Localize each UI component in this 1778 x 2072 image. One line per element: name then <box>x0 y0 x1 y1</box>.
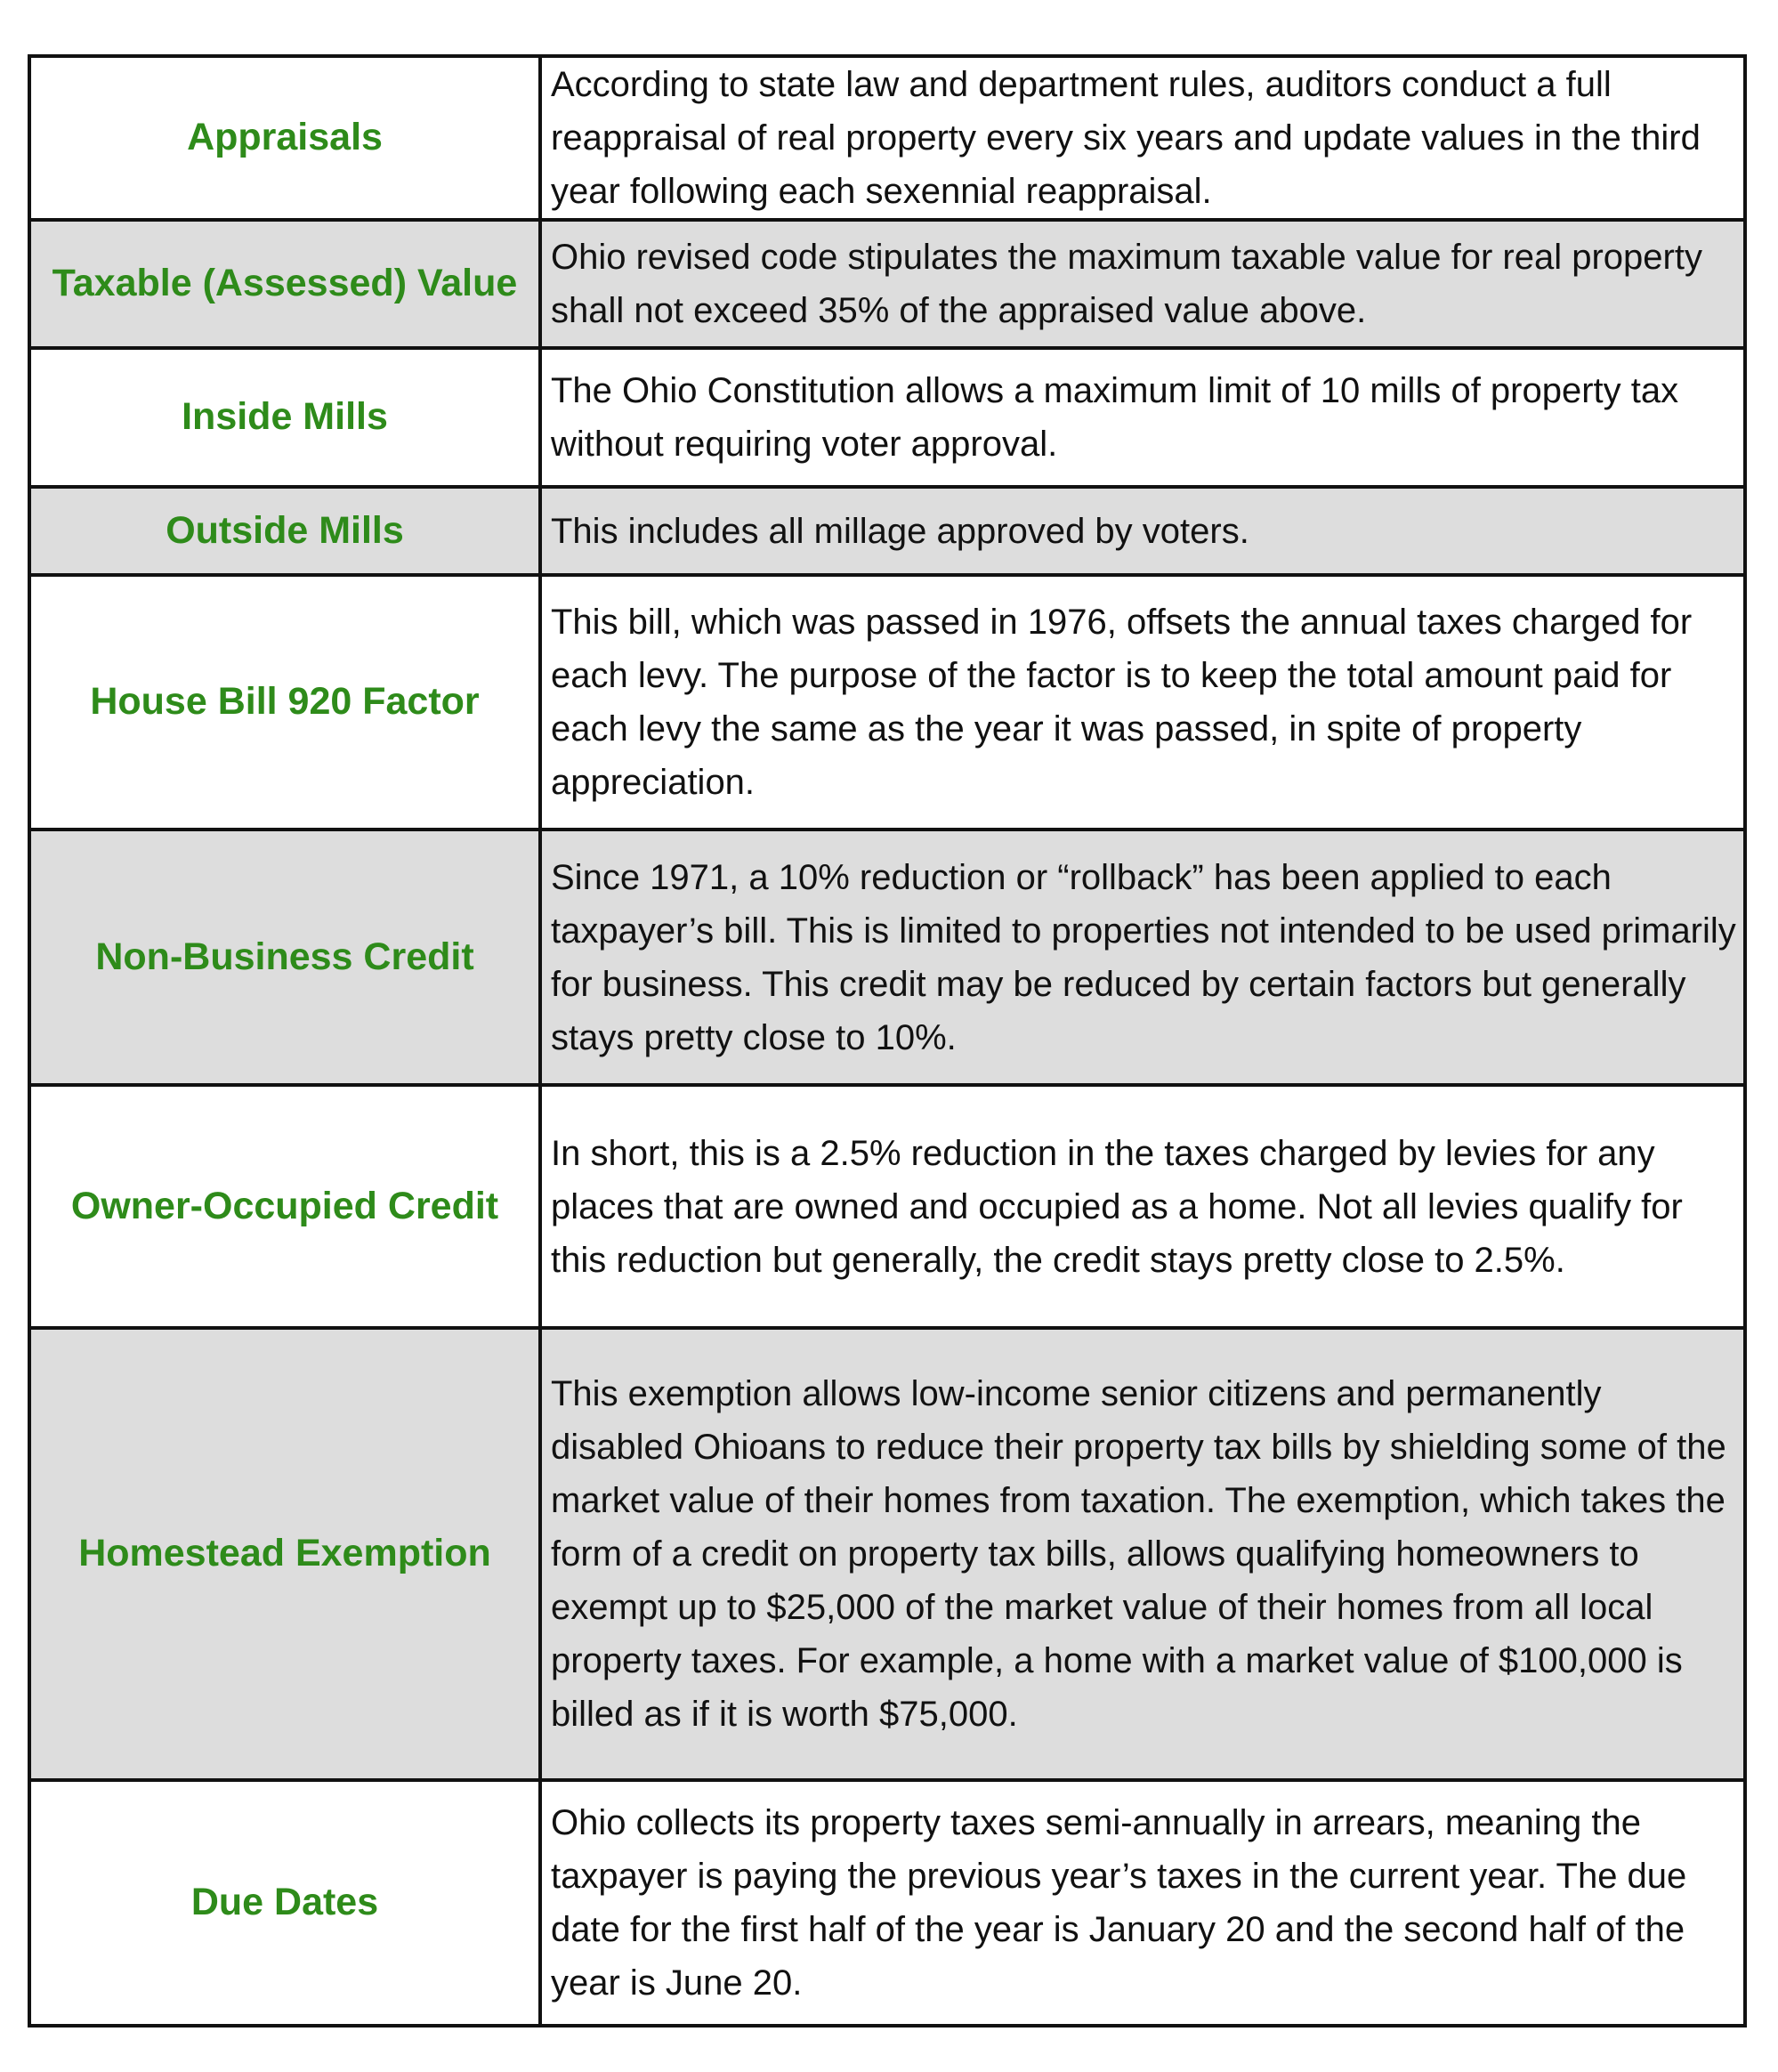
term-cell: Inside Mills <box>29 348 540 487</box>
definition-text: In short, this is a 2.5% reduction in the taxes charged by levies for any places that are owned and occupied as a home. Not all levies qualify for this reduction but generally, the credit stays pretty close to 2.5%. <box>551 1133 1683 1280</box>
property-tax-terms-table <box>28 54 1747 2027</box>
table-row <box>29 487 1745 575</box>
term-cell: House Bill 920 Factor <box>29 575 540 830</box>
definition-text: According to state law and department rules, auditors conduct a full reappraisal of real property every six years and update values in the third year following each sexennial reappraisal. <box>551 65 1701 211</box>
table-row <box>29 56 1745 220</box>
definition-text: This exemption allows low-income senior citizens and permanently disabled Ohioans to reduce their property tax bills by shielding some of the market value of their homes from taxation. The exemption, which takes the form of a credit on property tax bills, allows qualifying homeowners to exempt up to $25,000 of the market value of their homes from all local property taxes. For example, a home with a market value of $100,000 is billed as if it is worth $75,000. <box>551 1374 1726 1734</box>
definition-cell <box>540 1780 1745 2026</box>
definition-cell <box>540 1085 1745 1328</box>
table-row <box>29 575 1745 830</box>
table-row <box>29 220 1745 348</box>
term-cell: Homestead Exemption <box>29 1328 540 1780</box>
term-cell: Non-Business Credit <box>29 830 540 1085</box>
definition-text: The Ohio Constitution allows a maximum limit of 10 mills of property tax without requiring voter approval. <box>551 371 1679 464</box>
definition-text: Ohio collects its property taxes semi-annually in arrears, meaning the taxpayer is paying the previous year’s taxes in the current year. The due date for the first half of the year is January 20 and the second half of the year is June 20. <box>551 1803 1687 2003</box>
definition-cell <box>540 487 1745 575</box>
table-row <box>29 1780 1745 2026</box>
definition-text: This includes all millage approved by voters. <box>551 511 1249 551</box>
term-cell: Outside Mills <box>29 487 540 575</box>
table-row <box>29 1328 1745 1780</box>
definition-cell <box>540 56 1745 220</box>
definition-cell <box>540 575 1745 830</box>
definition-cell <box>540 348 1745 487</box>
definition-cell <box>540 830 1745 1085</box>
definition-text: Ohio revised code stipulates the maximum taxable value for real property shall not exceed 35% of the appraised value above. <box>551 238 1702 330</box>
definition-text: This bill, which was passed in 1976, offsets the annual taxes charged for each levy. The purpose of the factor is to keep the total amount paid for each levy the same as the year it was passed, in spite of property appreciation. <box>551 603 1693 802</box>
term-cell: Owner-Occupied Credit <box>29 1085 540 1328</box>
table-row <box>29 1085 1745 1328</box>
table-row <box>29 348 1745 487</box>
term-cell: Appraisals <box>29 56 540 220</box>
term-cell: Due Dates <box>29 1780 540 2026</box>
definition-cell <box>540 220 1745 348</box>
definition-text: Since 1971, a 10% reduction or “rollback” has been applied to each taxpayer’s bill. This is limited to properties not intended to be used primarily for business. This credit may be reduced by certain factors but generally stays pretty close to 10%. <box>551 857 1736 1057</box>
table-row <box>29 830 1745 1085</box>
term-cell: Taxable (Assessed) Value <box>29 220 540 348</box>
definition-cell <box>540 1328 1745 1780</box>
